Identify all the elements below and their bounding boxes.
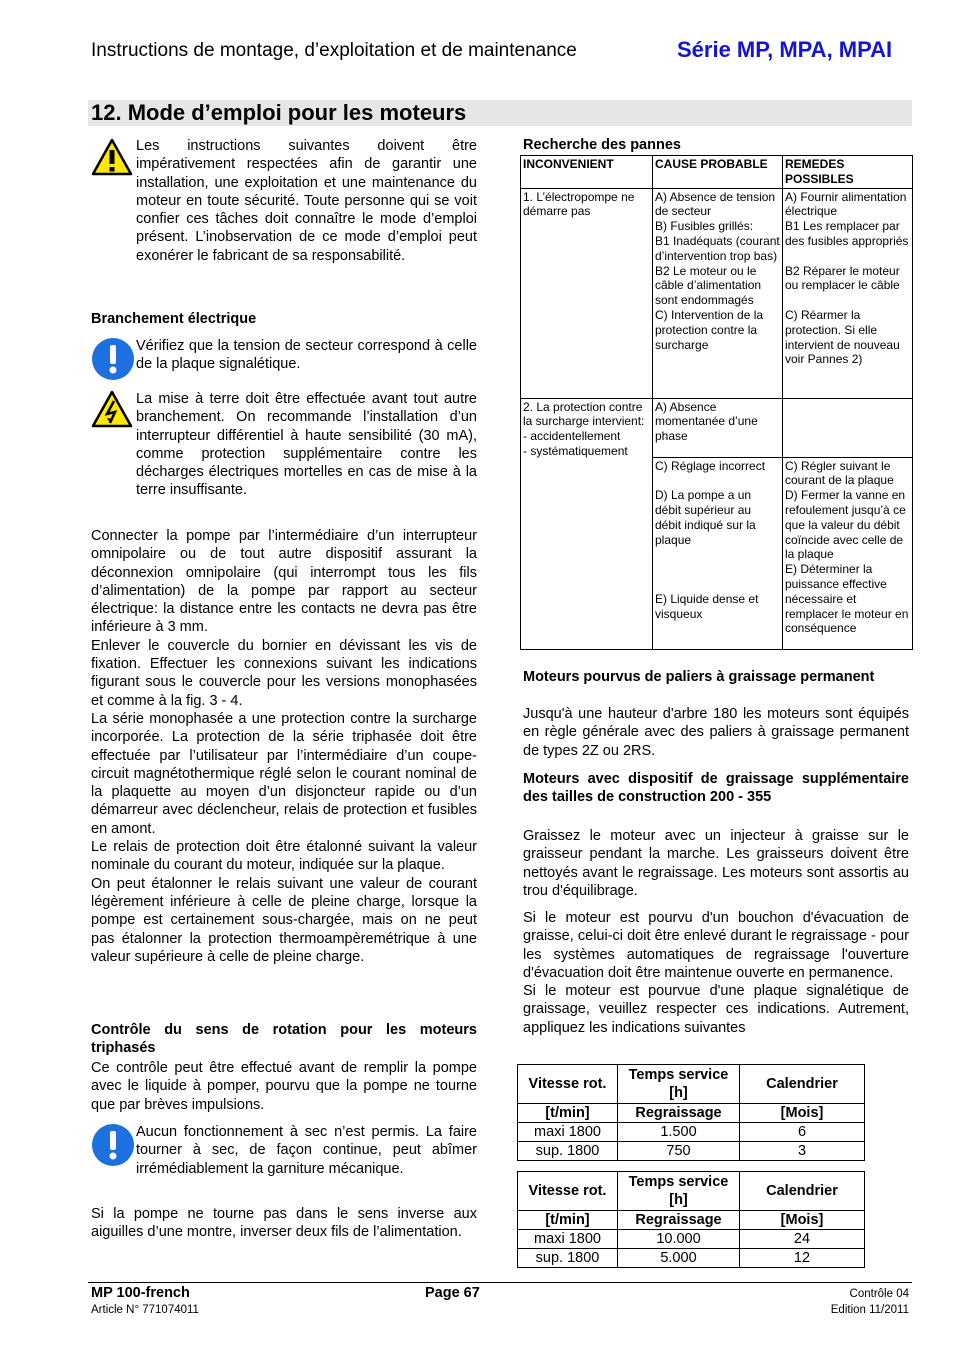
column-header: Vitesse rot.	[518, 1172, 618, 1211]
electrical-heading: Branchement électrique	[91, 311, 257, 327]
column-subheader: [Mois]	[740, 1104, 865, 1123]
table-cell: 1. L’électropompe ne démarre pas	[521, 188, 653, 398]
info-exclamation-icon	[91, 337, 135, 381]
electric-hazard-icon	[91, 390, 133, 428]
table-cell: 1.500	[618, 1123, 740, 1142]
table-subheader-row	[518, 1104, 865, 1123]
edition-date: Edition 11/2011	[830, 1304, 909, 1316]
protection-paragraph: La série monophasée a une protection contre la surcharge incorporée. La protection de la série triphasée doit être effectuée par l’utilisateur par l’intermédiaire d’un coupe-circuit magnétothermique réglé selon le courant nominal de la plaquette au moyen d’un disjoncteur rapide ou d’un démarreur avec déclencheur, relais de protection et fusibles en amont.	[91, 710, 477, 837]
table-cell: C) Régler suivant le courant de la plaque D) Fermer la vanne en refoulement jusqu’à ce que la valeur du débit coïncide avec celle de la plaque E) Déterminer la puissance effective nécessaire et remplacer le moteur en conséquence	[783, 457, 913, 649]
drain-plug-paragraph: Si le moteur est pourvu d'un bouchon d'évacuation de graisse, celui-ci doit être enlevé durant le regraissage - pour les systèmes automatiques de regraissage l'ouverture d'évacuation doit être maintenue ouverte en permanence.	[523, 910, 909, 981]
table-header-row	[518, 1172, 865, 1211]
column-subheader: Regraissage	[618, 1211, 740, 1230]
column-subheader: [t/min]	[518, 1104, 618, 1123]
column-header: REMEDES POSSIBLES	[783, 156, 913, 189]
table-cell: 3	[740, 1142, 865, 1161]
article-number: Article N° 771074011	[91, 1304, 199, 1316]
warning-triangle-icon	[91, 138, 133, 176]
column-subheader: [Mois]	[740, 1211, 865, 1230]
document-code: MP 100-french	[91, 1285, 190, 1301]
column-subheader: [t/min]	[518, 1211, 618, 1230]
voltage-note: Vérifiez que la tension de secteur correspond à celle de la plaque signalétique.	[136, 338, 477, 373]
table-subheader-row	[518, 1211, 865, 1230]
rotation-final-paragraph: Si la pompe ne tourne pas dans le sens inverse aux aiguilles d’une montre, inverser deux fils de l’alimentation.	[91, 1206, 477, 1241]
table-row	[518, 1142, 865, 1161]
troubleshooting-table	[520, 155, 913, 650]
table-cell: A) Absence momentanée d’une phase	[653, 398, 783, 457]
terminal-cover-paragraph: Enlever le couvercle du bornier en dévissant les vis de fixation. Effectuer les connexions suivant les indications figurant sous le couvercle pour les versions monophasées et comme à la fig. 3 - 4.	[91, 637, 477, 709]
table-cell: maxi 1800	[518, 1123, 618, 1142]
table-cell: 2. La protection contre la surcharge intervient: - accidentellement - systématiquement	[521, 398, 653, 649]
table-cell: 12	[740, 1249, 865, 1268]
table-cell: 750	[618, 1142, 740, 1161]
lubrication-table-1	[517, 1064, 865, 1161]
table-cell: 10.000	[618, 1230, 740, 1249]
table-row	[521, 398, 913, 457]
control-version: Contrôle 04	[849, 1288, 909, 1300]
section-title: 12. Mode d’emploi pour les moteurs	[91, 100, 467, 125]
permanent-lubrication-heading: Moteurs pourvus de paliers à graissage permanent	[523, 669, 875, 685]
table-cell: sup. 1800	[518, 1249, 618, 1268]
intro-text: Les instructions suivantes doivent être impérativement respectées afin de garantir une installation, une exploitation et une maintenance du moteur en toute sécurité. Toute personne qui se voit confier ces tâches doit connaître le mode d’emploi présent. L’inobservation de ce mode d’emploi peut exonérer le fabricant de sa responsabilité.	[136, 138, 477, 264]
table-cell: 6	[740, 1123, 865, 1142]
column-subheader: Regraissage	[618, 1104, 740, 1123]
column-header: Temps service [h]	[618, 1172, 740, 1211]
column-header: CAUSE PROBABLE	[653, 156, 783, 189]
column-header: Calendrier	[740, 1065, 865, 1104]
footer-divider	[88, 1282, 912, 1283]
rotation-paragraph: Ce contrôle peut être effectué avant de remplir la pompe avec le liquide à pomper, pourvu que la pompe ne tourne que par brèves impulsions.	[91, 1060, 477, 1113]
page-number: Page 67	[425, 1285, 480, 1301]
column-header: Vitesse rot.	[518, 1065, 618, 1104]
column-header: INCONVENIENT	[521, 156, 653, 189]
table-row	[518, 1123, 865, 1142]
lubrication-table-2	[517, 1171, 865, 1268]
table-cell: A) Absence de tension de secteur B) Fusibles grillés: B1 Inadéquats (courant d’intervention trop bas) B2 Le moteur ou le câble d’alimentation sont endommagés C) Intervention de la protection contre la surcharge	[653, 188, 783, 398]
connection-text	[91, 527, 477, 966]
column-header: Calendrier	[740, 1172, 865, 1211]
permanent-lubrication-paragraph: Jusqu'à une hauteur d'arbre 180 les moteurs sont équipés en règle générale avec des paliers à graissage permanent de types 2Z ou 2RS.	[523, 706, 909, 759]
table-cell: C) Réglage incorrect D) La pompe a un débit supérieur au débit indiqué sur la plaque E) Liquide dense et visqueux	[653, 457, 783, 649]
earthing-note: La mise à terre doit être effectuée avant tout autre branchement. On recommande l’installation d’un interrupteur différentiel à haute sensibilité (30 mA), comme protection supplémentaire contre les décharges électriques mortelles en cas de mise à la terre insuffisante.	[136, 391, 477, 499]
table-header-row	[518, 1065, 865, 1104]
table-row	[518, 1249, 865, 1268]
table-cell: A) Fournir alimentation électrique B1 Les remplacer par des fusibles appropriés B2 Réparer le moteur ou remplacer le câble C) Réarmer la protection. Si elle intervient de nouveau voir Pannes 2)	[783, 188, 913, 398]
table-cell: 24	[740, 1230, 865, 1249]
column-header: Temps service [h]	[618, 1065, 740, 1104]
table-cell: 5.000	[618, 1249, 740, 1268]
series-title: Série MP, MPA, MPAI	[677, 37, 893, 62]
table-header-row	[521, 156, 913, 189]
table-cell: maxi 1800	[518, 1230, 618, 1249]
calibration-paragraph: On peut étalonner le relais suivant une valeur de courant légèrement inférieure à celle de pleine charge, lorsque la pompe est certainement sous-chargée, mais on ne peut pas étalonner la protection thermoampèremétrique à une valeur supérieure à celle de pleine charge.	[91, 875, 477, 965]
additional-lubrication-heading: Moteurs avec dispositif de graissage supplémentaire des tailles de construction 200 - 355	[523, 771, 909, 806]
connection-paragraph: Connecter la pompe par l’intermédiaire d’un interrupteur omnipolaire ou de tout autre dispositif assurant la déconnexion omnipolaire (qui interrompt tous les fils d’alimentation) de la pompe par rapport au secteur électrique: la distance entre les contacts ne devra pas être inférieure à 3 mm.	[91, 528, 477, 636]
table-cell	[783, 398, 913, 457]
table-cell: sup. 1800	[518, 1142, 618, 1161]
document-header-title: Instructions de montage, d’exploitation et de maintenance	[91, 40, 577, 61]
greasing-paragraph: Graissez le moteur avec un injecteur à graisse sur le graisseur pendant la marche. Les graisseurs doivent être nettoyés avant le regraissage. Les moteurs sont assortis au trou d'équilibrage.	[523, 828, 909, 899]
rotation-heading: Contrôle du sens de rotation pour les moteurs triphasés	[91, 1022, 477, 1057]
table-row	[518, 1230, 865, 1249]
info-exclamation-icon	[91, 1123, 135, 1167]
table-row	[521, 188, 913, 398]
dry-run-note: Aucun fonctionnement à sec n’est permis. La faire tourner à sec, de façon continue, peut abîmer irrémédiablement la garniture mécanique.	[136, 1124, 477, 1177]
greasing-instructions	[523, 909, 909, 1037]
relay-paragraph: Le relais de protection doit être étalonné suivant la valeur nominale du courant du moteur, indiquée sur la plaque.	[91, 839, 477, 874]
lubrication-plate-paragraph: Si le moteur est pourvue d'une plaque signalétique de graissage, veuillez respecter ces indications. Autrement, appliquez les indications suivantes	[523, 983, 909, 1036]
troubleshooting-title: Recherche des pannes	[523, 137, 681, 153]
